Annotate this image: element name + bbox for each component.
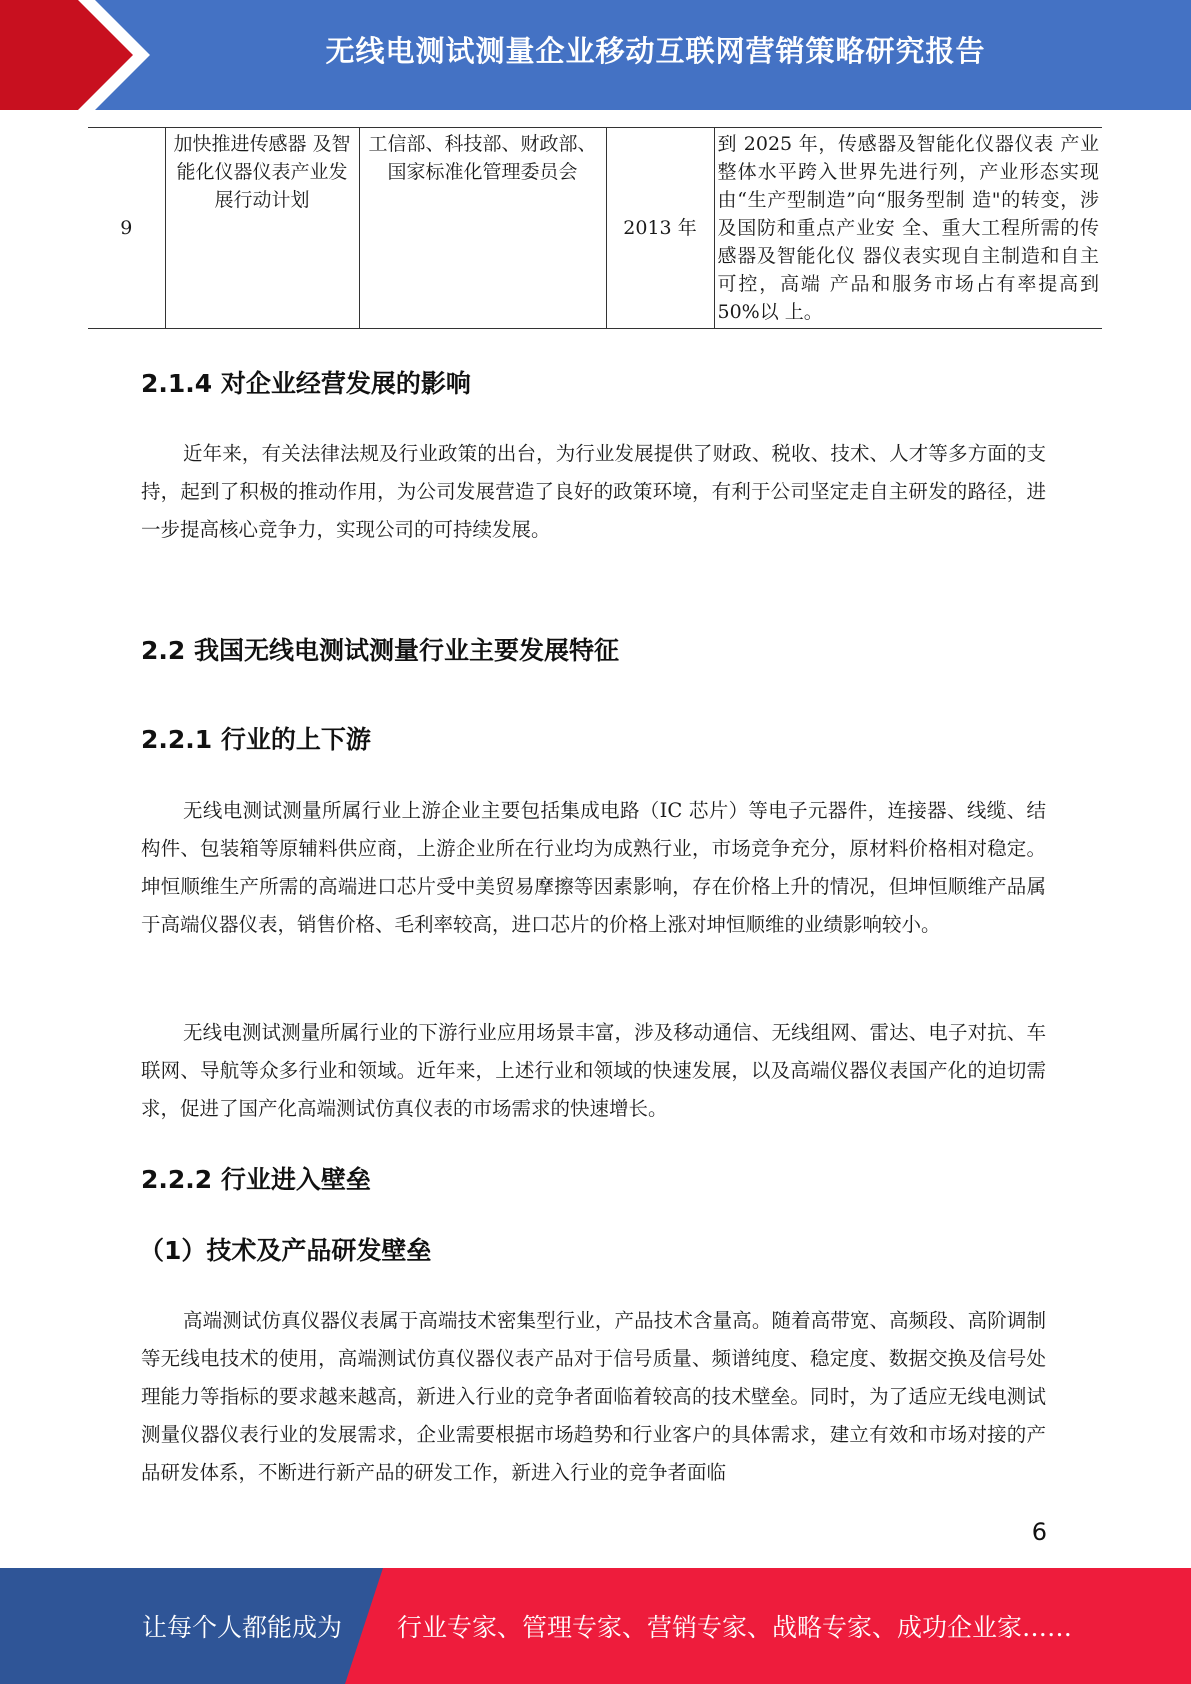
footer-slogan-left: 让每个人都能成为 — [142, 1613, 343, 1642]
policy-table — [88, 127, 1102, 329]
issuing-department: 工信部、科技部、财政部、国家标准化管理委员会 — [359, 128, 606, 329]
paragraph-2-2-1-upstream: 无线电测试测量所属行业上游企业主要包括集成电路（IC 芯片）等电子元器件，连接器、线缆、结构件、包装箱等原辅料供应商，上游企业所在行业均为成熟行业，市场竞争充分，原材料价格相对稳定。坤恒顺维生产所需的高端进口芯片受中美贸易摩擦等因素影响，存在价格上升的情况，但坤恒顺维产品属于高端仪器仪表，销售价格、毛利率较高，进口芯片的价格上涨对坤恒顺维的业绩影响较小。 — [141, 799, 1046, 936]
page-number: 6 — [1031, 1518, 1047, 1546]
subsection-heading-tech-barrier: （1）技术及产品研发壁垒 — [139, 1236, 432, 1265]
section-heading-2-2-2: 2.2.2 行业进入壁垒 — [141, 1165, 371, 1194]
section-heading-2-2-1: 2.2.1 行业的上下游 — [141, 725, 371, 754]
page-header — [0, 0, 1191, 110]
section-heading-2-1-4: 2.1.4 对企业经营发展的影响 — [141, 369, 471, 398]
paragraph-2-2-1-downstream: 无线电测试测量所属行业的下游行业应用场景丰富，涉及移动通信、无线组网、雷达、电子对抗、车联网、导航等众多行业和领域。近年来，上述行业和领域的快速发展，以及高端仪器仪表国产化的迫切需求，促进了国产化高端测试仿真仪表的市场需求的快速增长。 — [141, 1021, 1046, 1120]
issue-year: 2013 年 — [606, 128, 714, 329]
page-footer — [0, 1568, 1191, 1684]
header-arrow-decoration — [0, 0, 150, 110]
policy-target: 到 2025 年，传感器及智能化仪器仪表 产业整体水平跨入世界先进行列，产业形态实现由“生产型制造”向“服务型制 造"的转变，涉及国防和重点产业安 全、重大工程所需的传感器及智能化仪 器仪表实现自主制造和自主可控，高端 产品和服务市场占有率提高到 50%以 上。 — [714, 128, 1102, 329]
paragraph-2-1-4: 近年来，有关法律法规及行业政策的出台，为行业发展提供了财政、税收、技术、人才等多方面的支持，起到了积极的推动作用，为公司发展营造了良好的政策环境，有利于公司坚定走自主研发的路径，进一步提高核心竞争力，实现公司的可持续发展。 — [141, 442, 1046, 541]
policy-name: 加快推进传感器 及智能化仪器仪表产业发展行动计划 — [165, 128, 359, 329]
paragraph-tech-barrier: 高端测试仿真仪器仪表属于高端技术密集型行业，产品技术含量高。随着高带宽、高频段、高阶调制等无线电技术的使用，高端测试仿真仪器仪表产品对于信号质量、频谱纯度、稳定度、数据交换及信号处理能力等指标的要求越来越高，新进入行业的竞争者面临着较高的技术壁垒。同时，为了适应无线电测试测量仪器仪表行业的发展需求，企业需要根据市场趋势和行业客户的具体需求，建立有效和市场对接的产品研发体系，不断进行新产品的研发工作，新进入行业的竞争者面临 — [141, 1309, 1046, 1484]
section-heading-2-2: 2.2 我国无线电测试测量行业主要发展特征 — [141, 636, 619, 665]
footer-slogan-right: 行业专家、管理专家、营销专家、战略专家、成功企业家…… — [397, 1613, 1073, 1642]
report-title: 无线电测试测量企业移动互联网营销策略研究报告 — [325, 34, 986, 68]
table-row — [88, 128, 1102, 329]
row-number: 9 — [88, 128, 165, 329]
